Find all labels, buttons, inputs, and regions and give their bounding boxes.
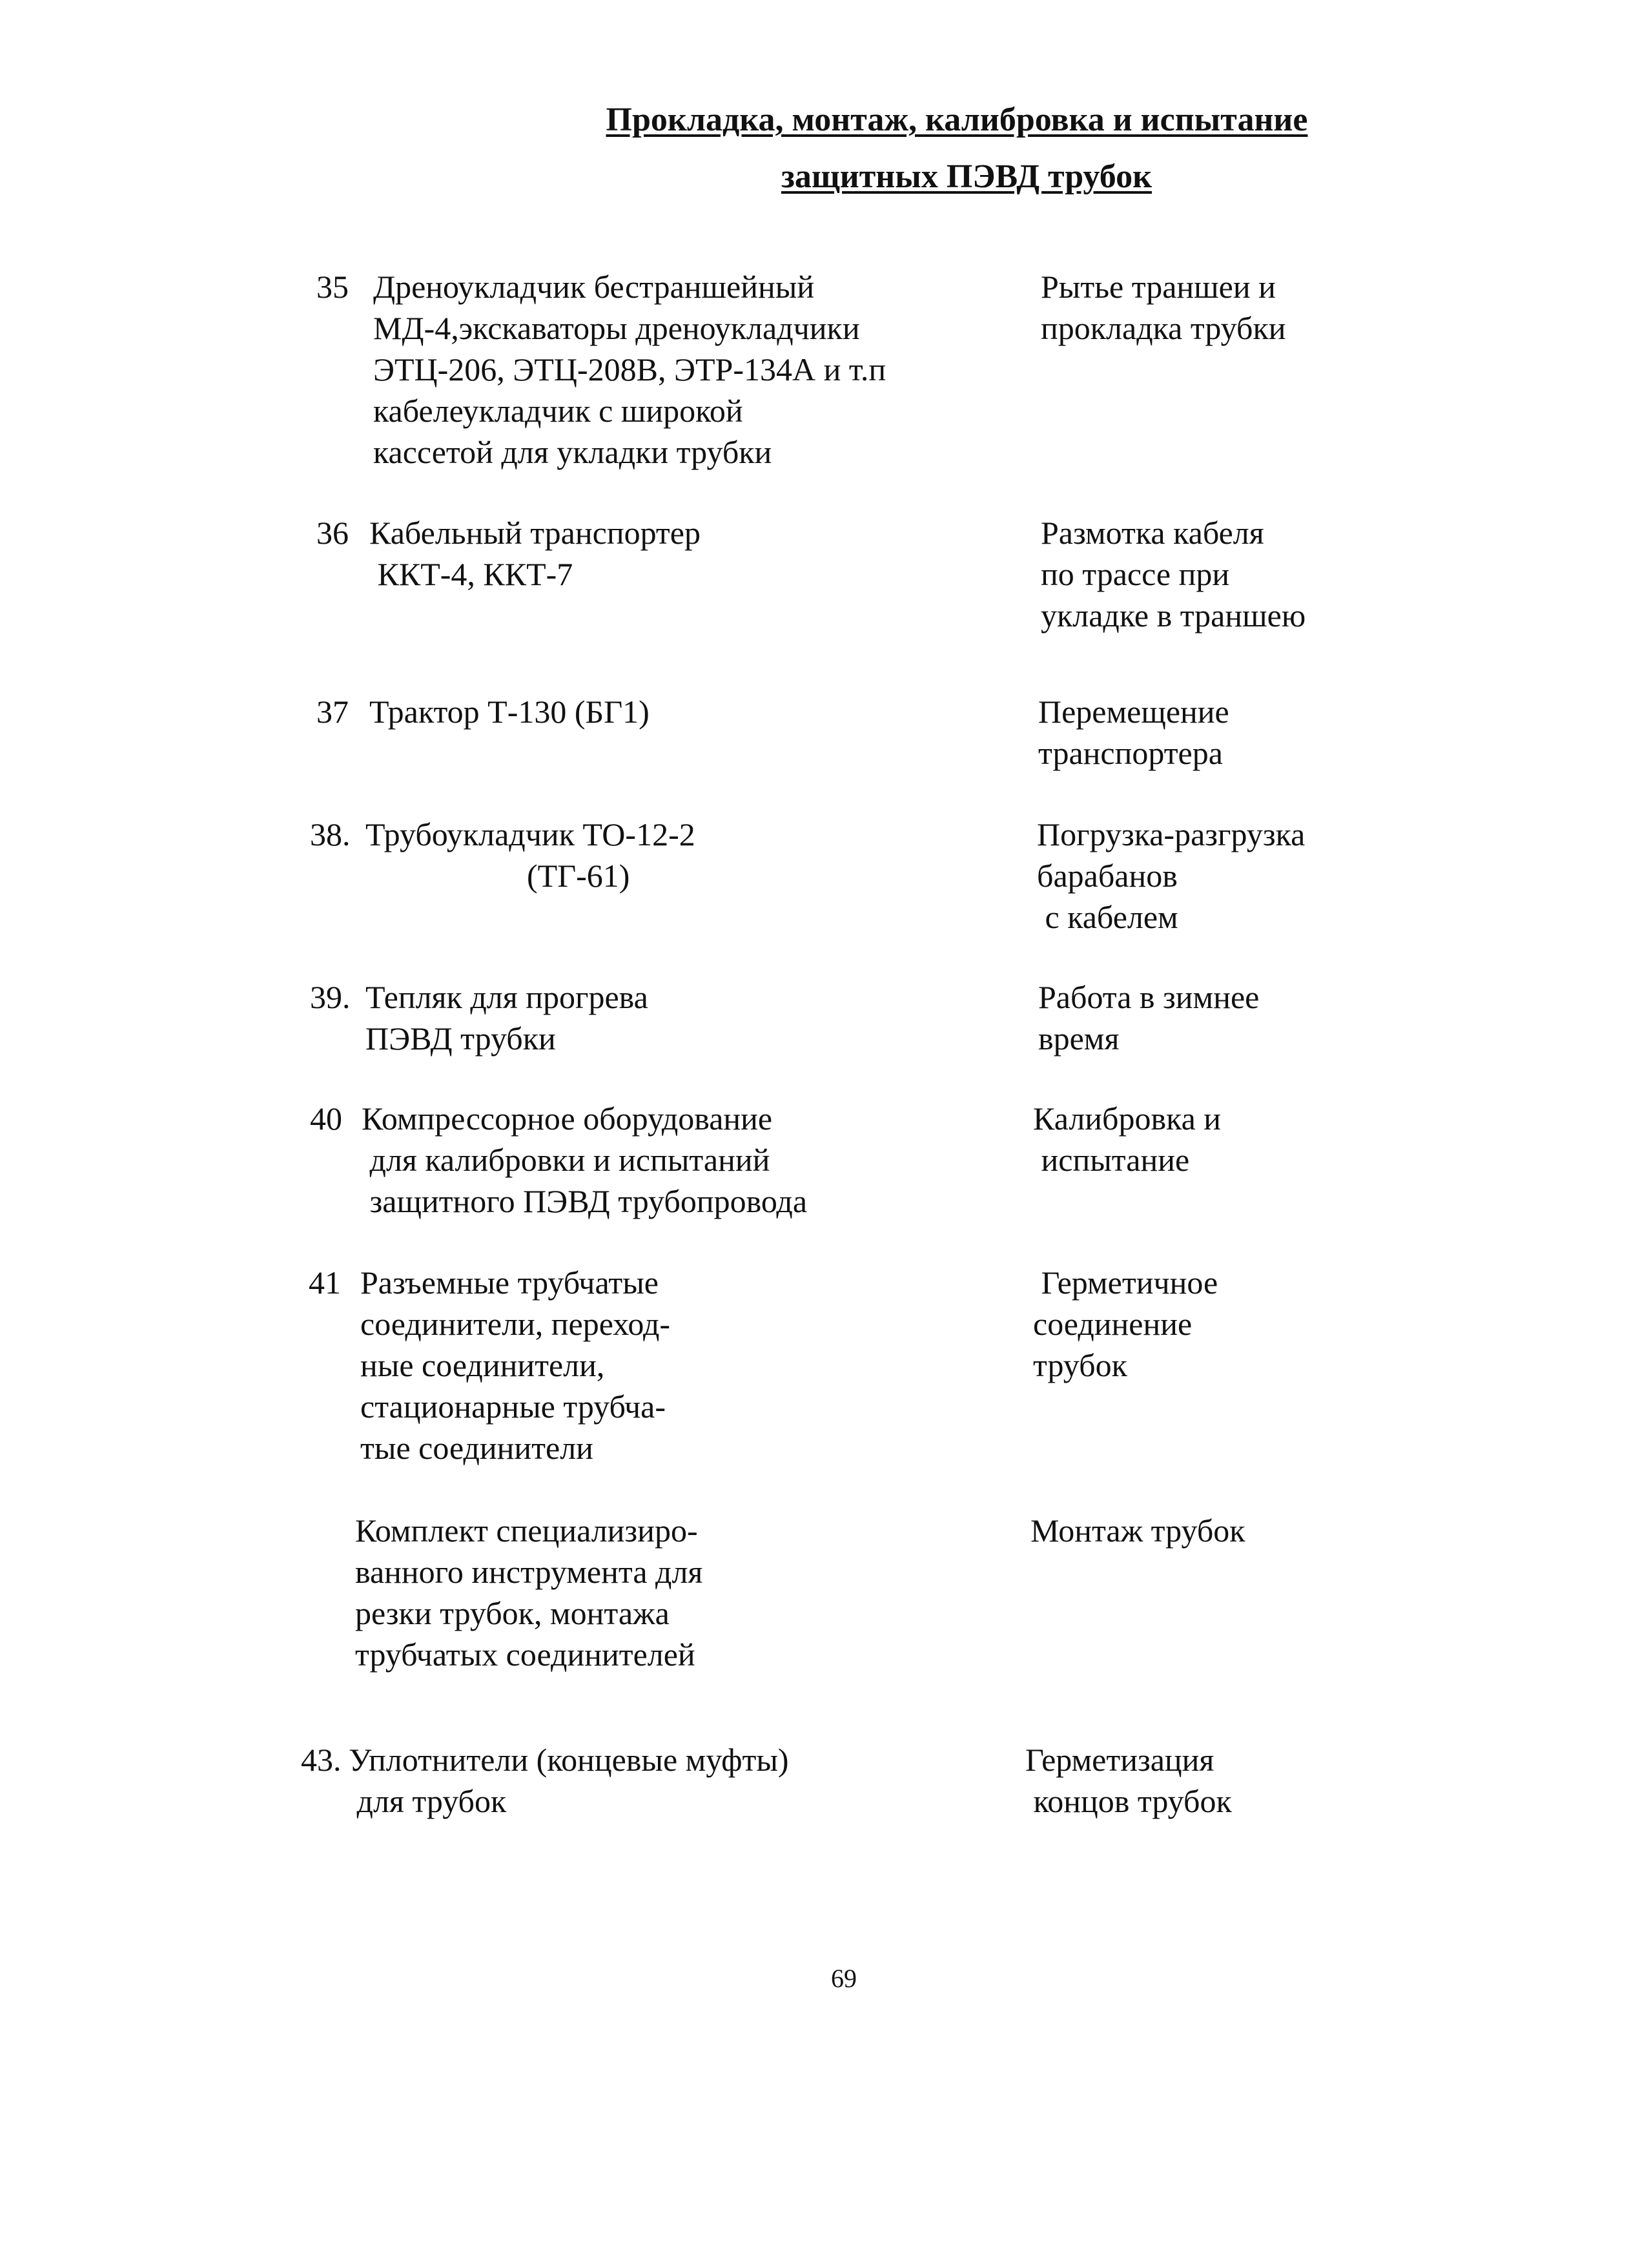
purpose-line: Размотка кабеля [1041, 515, 1264, 551]
item-number: 41 [309, 1264, 341, 1301]
item-number: 39. [310, 979, 351, 1015]
description-line: соединители, переход- [360, 1306, 671, 1342]
item-description [365, 814, 695, 896]
purpose-line: барабанов [1037, 858, 1178, 894]
item-number: 43. [301, 1742, 342, 1778]
description-line: ванного инструмента для [355, 1554, 703, 1590]
item-description [362, 1098, 807, 1222]
description-line: кабелеукладчик с широкой [373, 393, 743, 429]
description-line: ПЭВД трубки [365, 1020, 556, 1057]
description-line: Компрессорное оборудование [362, 1100, 773, 1137]
description-line: кассетой для укладки трубки [373, 434, 772, 470]
description-line: Тепляк для прогрева [365, 979, 648, 1015]
item-purpose [1038, 691, 1229, 774]
item-purpose [1037, 814, 1305, 938]
item-description [365, 976, 648, 1059]
description-line: МД-4,экскаваторы дреноукладчики [373, 310, 860, 346]
purpose-line: по трассе при [1041, 556, 1230, 592]
item-description [369, 691, 650, 732]
equipment-item [0, 691, 1649, 771]
item-number: 37 [316, 694, 349, 730]
purpose-line: время [1038, 1020, 1120, 1057]
page-title-line-1: Прокладка, монтаж, калибровка и испытание [606, 101, 1308, 138]
item-description [373, 266, 886, 473]
item-description [355, 1510, 702, 1675]
description-line: Разъемные трубчатые [360, 1264, 659, 1301]
equipment-item [0, 1262, 1649, 1466]
purpose-line: Перемещение [1038, 694, 1229, 730]
description-line: для трубок [349, 1783, 507, 1819]
page-title-line-2: защитных ПЭВД трубок [781, 158, 1152, 195]
purpose-line: Рытье траншеи и [1041, 269, 1276, 305]
item-number: 40 [310, 1100, 342, 1137]
purpose-line: с кабелем [1037, 899, 1178, 935]
description-line: Дреноукладчик бестраншейный [373, 269, 815, 305]
purpose-line: Герметизация [1025, 1742, 1214, 1778]
description-line: Трубоукладчик ТО-12-2 [365, 816, 695, 852]
item-purpose [1041, 266, 1286, 349]
equipment-item [0, 266, 1649, 470]
description-line: Кабельный транспортер [369, 515, 701, 551]
purpose-line: трубок [1033, 1347, 1127, 1383]
item-purpose [1030, 1510, 1245, 1551]
description-line: Комплект специализиро- [355, 1512, 698, 1549]
purpose-line: Работа в зимнее [1038, 979, 1260, 1015]
description-line: ЭТЦ-206, ЭТЦ-208В, ЭТР-134А и т.п [373, 351, 886, 387]
item-description [369, 512, 701, 595]
item-description [349, 1739, 789, 1822]
equipment-item [0, 1739, 1649, 1819]
description-line: ные соединители, [360, 1347, 605, 1383]
item-purpose [1025, 1739, 1232, 1822]
description-line: тые соединители [360, 1430, 593, 1466]
item-number: 38. [310, 816, 351, 852]
page-number: 69 [831, 1964, 857, 1993]
description-line: трубчатых соединителей [355, 1636, 695, 1673]
purpose-line: транспортера [1038, 735, 1223, 771]
purpose-line: испытание [1033, 1142, 1190, 1178]
equipment-item [0, 976, 1649, 1057]
purpose-line: укладке в траншею [1041, 597, 1306, 634]
purpose-line: концов трубок [1025, 1783, 1232, 1819]
purpose-line: прокладка трубки [1041, 310, 1286, 346]
description-line: (ТГ-61) [365, 858, 630, 894]
item-description [360, 1262, 670, 1469]
description-line: для калибровки и испытаний [362, 1142, 770, 1178]
description-line: Уплотнители (концевые муфты) [349, 1742, 789, 1778]
description-line: резки трубок, монтажа [355, 1595, 670, 1631]
purpose-line: Монтаж трубок [1030, 1512, 1245, 1549]
item-purpose [1041, 512, 1306, 636]
purpose-line: соединение [1033, 1306, 1193, 1342]
description-line: Трактор Т-130 (БГ1) [369, 694, 650, 730]
item-number: 36 [316, 515, 349, 551]
description-line: ККТ-4, ККТ-7 [369, 556, 573, 592]
purpose-line: Герметичное [1033, 1264, 1218, 1301]
equipment-item [0, 512, 1649, 634]
description-line: защитного ПЭВД трубопровода [362, 1183, 808, 1219]
item-number: 35 [316, 269, 349, 305]
item-purpose [1033, 1098, 1221, 1180]
purpose-line: Погрузка-разгрузка [1037, 816, 1306, 852]
description-line: стационарные трубча- [360, 1388, 666, 1425]
item-purpose [1038, 976, 1259, 1059]
item-purpose [1033, 1262, 1218, 1386]
purpose-line: Калибровка и [1033, 1100, 1222, 1137]
